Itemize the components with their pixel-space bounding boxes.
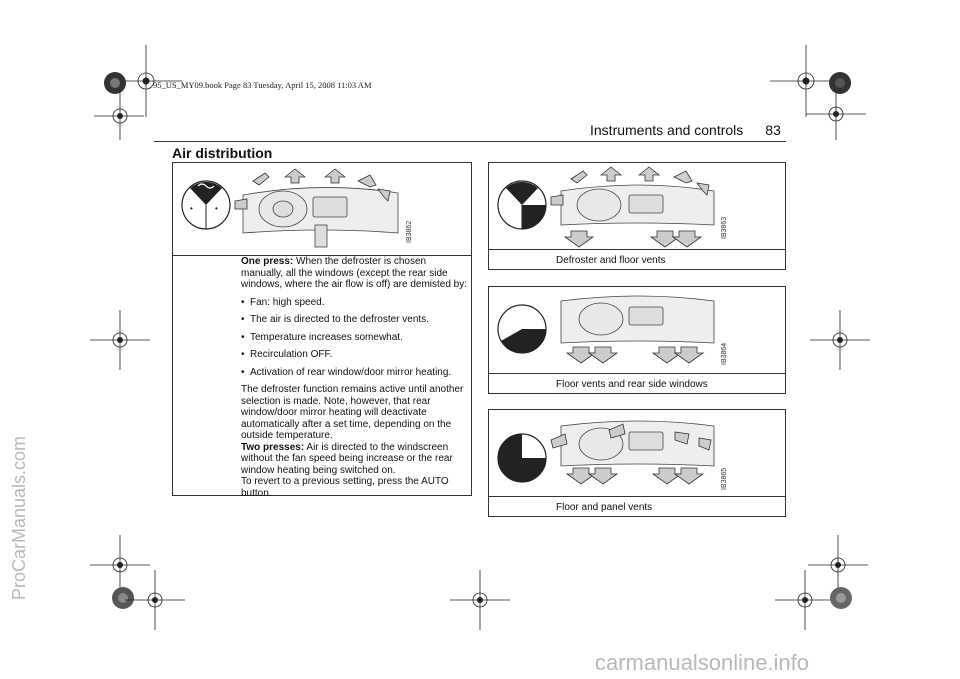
- figure-defroster-floor: [489, 163, 785, 250]
- header-rule: [154, 141, 786, 142]
- list-item: • Activation of rear window/door mirror heating.: [241, 367, 469, 379]
- figure-code: IB3864: [721, 342, 728, 365]
- list-item: • The air is directed to the defroster vents.: [241, 314, 469, 326]
- two-presses-text: Air is directed to the windscreen without the fan speed being increase or the rear window heating being switched on.: [241, 441, 453, 476]
- page-header: [590, 122, 781, 138]
- two-presses-label: Two presses:: [241, 441, 305, 453]
- control-knob-icon: [498, 181, 546, 229]
- crop-mark-mid-left: [90, 310, 150, 370]
- figure-caption: Floor and panel vents: [556, 502, 653, 513]
- defroster-body: [241, 384, 469, 499]
- defroster-description: [241, 256, 469, 499]
- dashboard-illustration: [243, 187, 398, 247]
- control-knob-icon: [182, 181, 230, 229]
- book-stamp: 95_US_MY09.book Page 83 Tuesday, April 15, 2008 11:03 AM: [153, 80, 372, 90]
- one-press-paragraph: [241, 256, 469, 291]
- svg-text:•: •: [190, 204, 193, 213]
- crop-mark-bottom-right-outer: [826, 583, 856, 613]
- figure-floor-rear: [489, 287, 785, 374]
- panel-defroster: [172, 162, 472, 499]
- one-press-label: One press:: [241, 256, 294, 267]
- crop-mark-top-right-lower: [806, 80, 866, 140]
- control-knob-icon: [498, 434, 546, 482]
- figure-floor-panel: [489, 410, 785, 497]
- defroster-bullet-list: [241, 297, 469, 379]
- figure-caption: Defroster and floor vents: [556, 255, 666, 266]
- panel-floor-panel: [488, 409, 786, 517]
- figure-caption: Floor vents and rear side windows: [556, 379, 708, 390]
- crop-mark-top-left-lower: [84, 80, 144, 140]
- dashboard-illustration: [561, 421, 714, 466]
- crop-mark-bottom-center: [450, 570, 510, 630]
- revert-text: To revert to a previous setting, press the AUTO button.: [241, 476, 449, 499]
- crop-mark-bottom-left-lower: [125, 570, 185, 630]
- watermark-bottom: carmanualsonline.info: [595, 650, 810, 675]
- control-knob-icon: [498, 305, 546, 353]
- header-section-title: Instruments and controls: [590, 122, 744, 138]
- list-item: • Fan: high speed.: [241, 297, 469, 309]
- airflow-arrows: [567, 347, 703, 363]
- dashboard-illustration: [561, 185, 714, 225]
- list-item: • Recirculation OFF.: [241, 349, 469, 361]
- one-press-text: When the defroster is chosen manually, all the windows (except the rear side windows, where the air flow is off) are demisted by:: [241, 256, 468, 290]
- section-title: Air distribution: [172, 145, 273, 161]
- figure-code: IB3865: [721, 467, 728, 490]
- panel-defroster-floor: [488, 162, 786, 270]
- svg-text:•: •: [215, 204, 218, 213]
- page-number: 83: [765, 122, 781, 138]
- figure-defroster: [173, 163, 471, 256]
- panel-floor-rear: [488, 286, 786, 394]
- crop-mark-mid-right: [810, 310, 870, 370]
- dashboard-illustration: [561, 296, 714, 343]
- figure-code: IB3862: [406, 220, 413, 243]
- list-item: • Temperature increases somewhat.: [241, 332, 469, 344]
- figure-code: IB3863: [721, 216, 728, 239]
- watermark-side: ProCarManuals.com: [9, 435, 29, 600]
- defroster-body-text: The defroster function remains active until another selection is made. Note, however, that rear window/door mirror heating will deactivate automatically after a set time, depending on the outside temperature.: [241, 384, 464, 441]
